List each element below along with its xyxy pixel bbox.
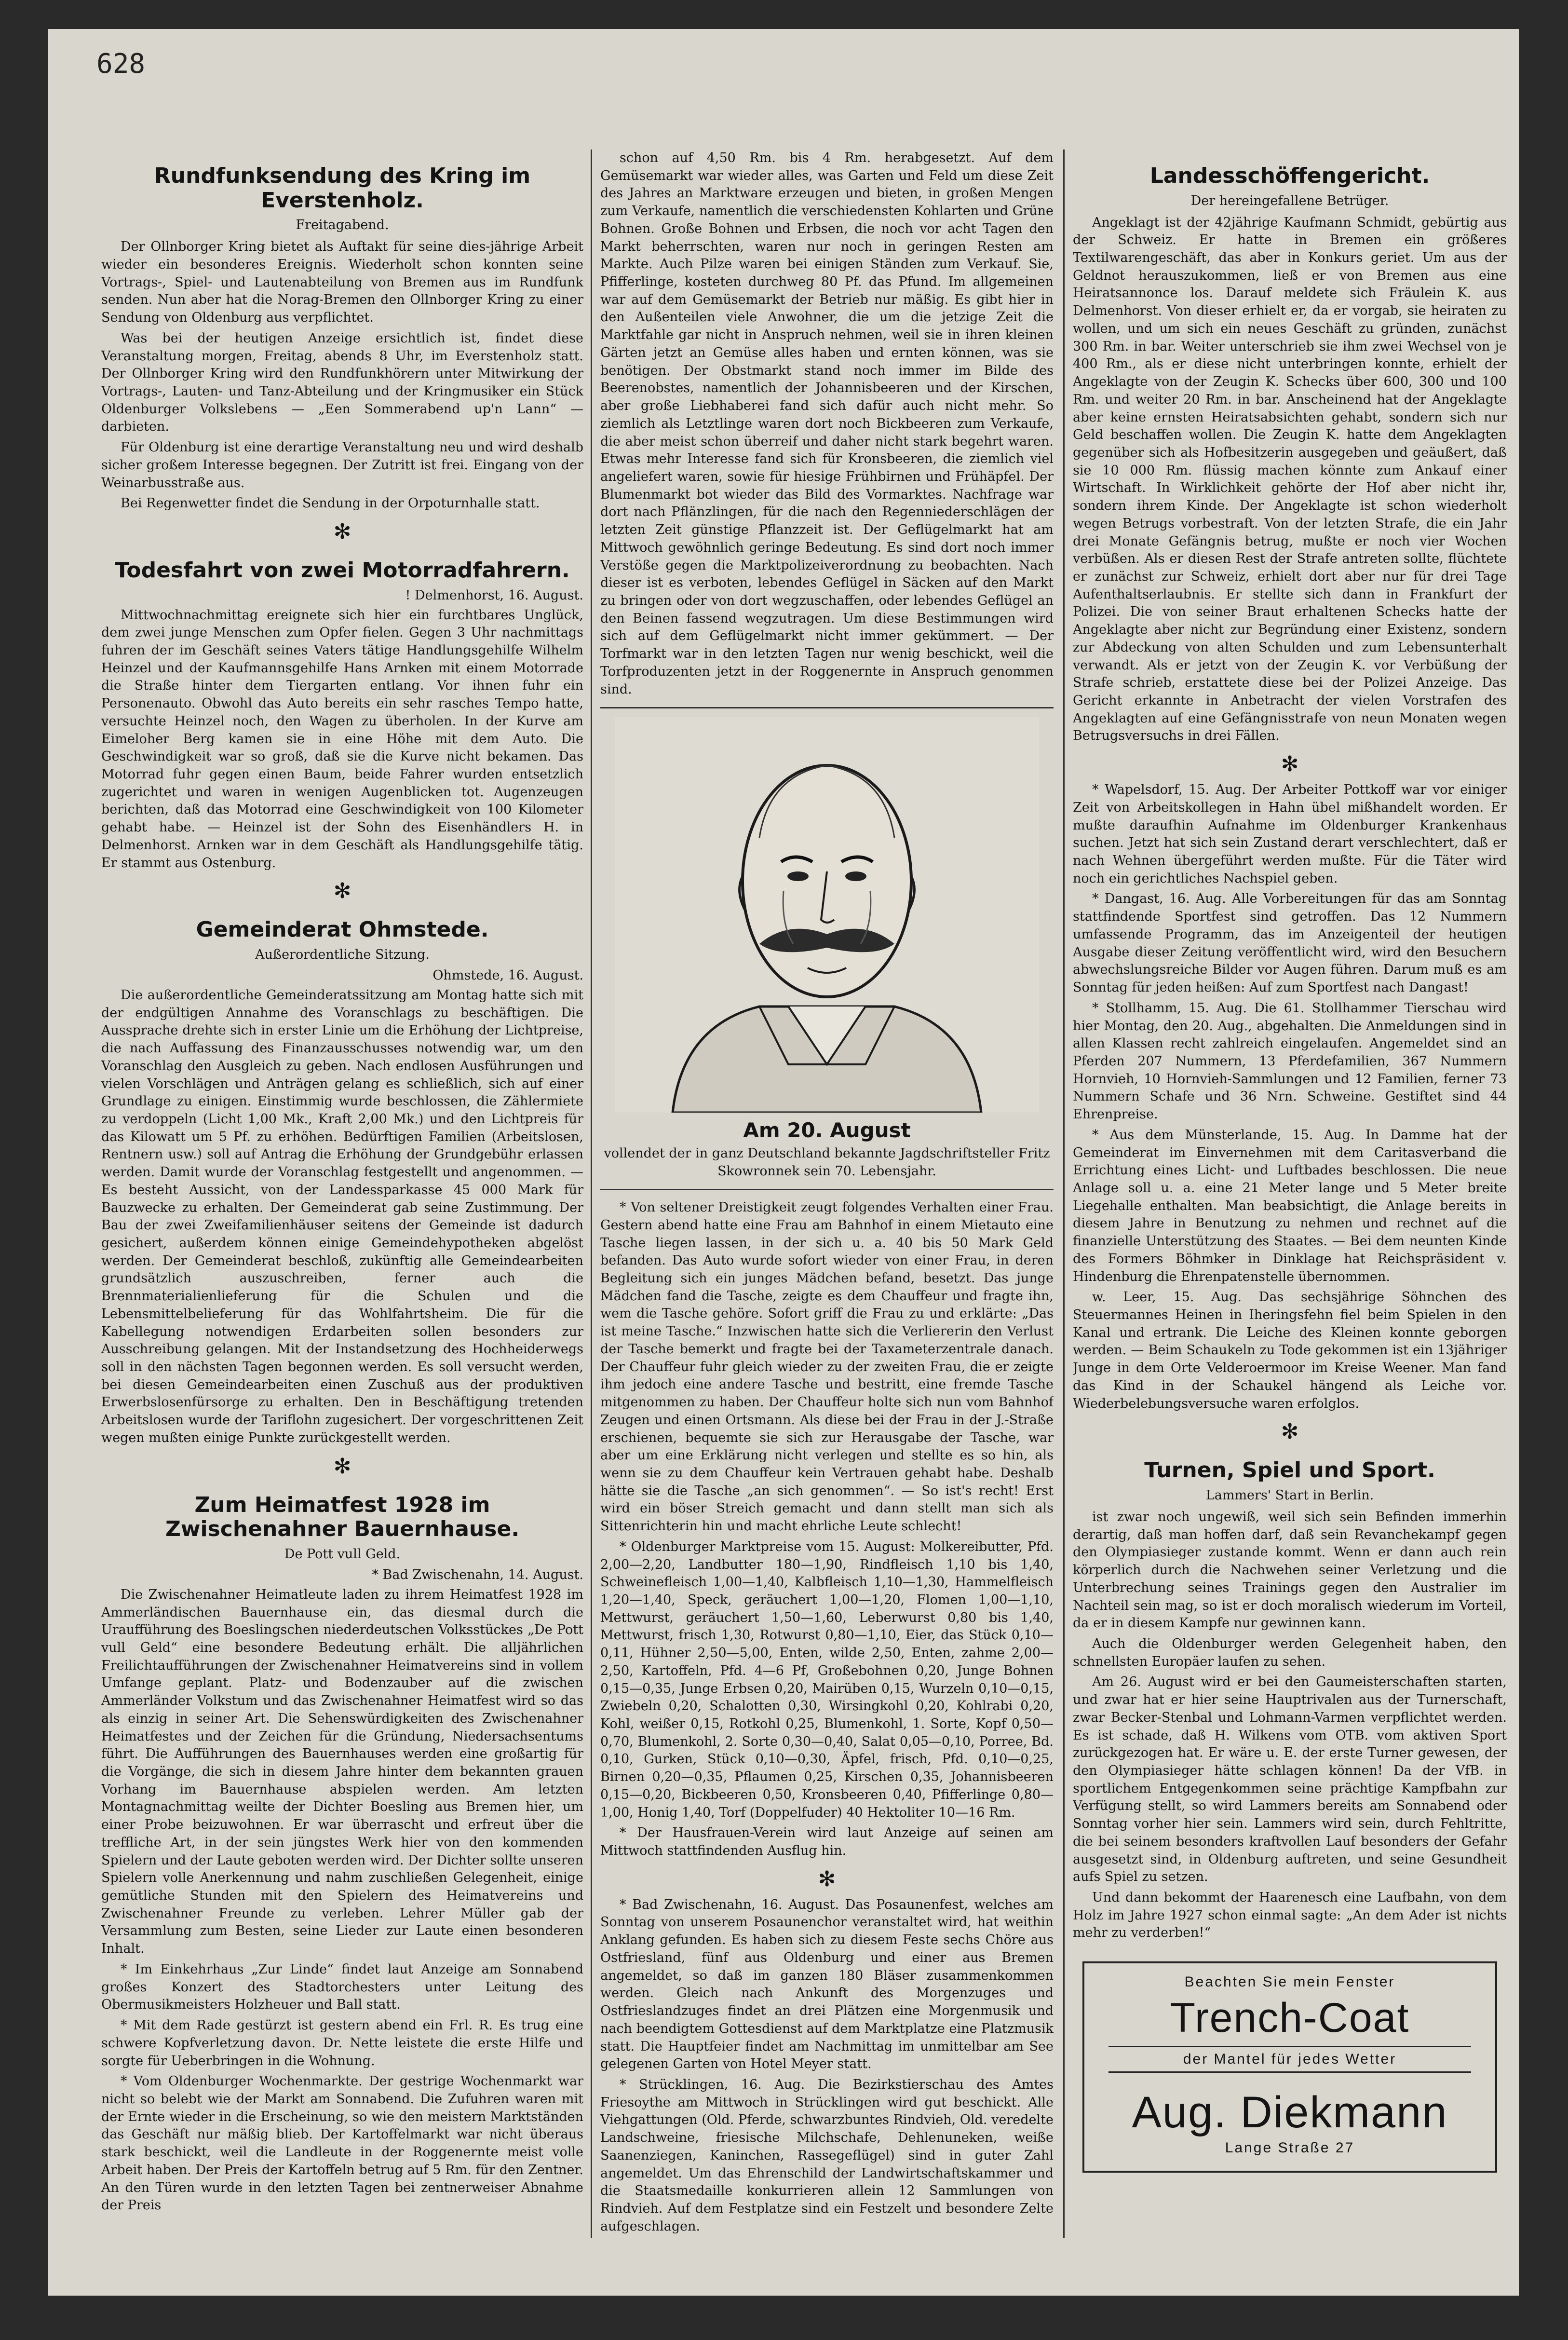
ad-divider <box>1108 2071 1471 2073</box>
column-middle <box>600 150 1054 2267</box>
paragraph: * Von seltener Dreistigkeit zeugt folgendes Verhalten einer Frau. Gestern abend hatte eine Frau am Bahnhof in einem Mietauto eine Tasche liegen lassen, in der sich u. a. 40 bis 50 Mark Geld befanden. Das Auto wurde sofort wieder von einer Frau, in deren Begleitung sich ein junges Mädchen befand, besetzt. Das junge Mädchen fand die Tasche, zeigte es dem Chauffeur und fragte ihn, wem die Tasche gehöre. Sofort griff die Frau zu und erklärte: „Das ist meine Tasche.“ Inzwischen hatte sich die Verliererin den Verlust der Tasche bemerkt und fragte bei der Taxameterzentrale danach. Der Chauffeur fuhr gleich wieder zu der zweiten Frau, die er zeigte ihm jedoch eine andere Tasche und bestritt, eine fremde Tasche mitgenommen zu haben. Der Chauffeur holte sich nun vom Bahnhof Zeugen und einen Ortsmann. Als diese bei der Frau in der J.-Straße erschienen, bequemte sie sich zur Herausgabe der Tasche, war aber um eine Erklärung nicht verlegen und stellte es so hin, als wenn sie zu dem Chauffeur kein Vertrauen gehabt habe. Deshalb hätte sie die Tasche „an sich genommen“. — So ist's recht! Erst wird ein böser Streich gemacht und dann stellt man sich als Sittenrichterin hin und macht ehrliche Leute schlecht! <box>600 1200 1054 1534</box>
paragraph: Am 26. August wird er bei den Gaumeisterschaften starten, und zwar hat er hier seine Hauptrivalen aus der Turnerschaft, zwar Becker-Stenbal und Lohmann-Varmen verpflichtet werden. Es ist schade, daß H. Wilkens vom OTB. vom aktiven Sport zurückgezogen hat. Er wäre u. E. der erste Turner gewesen, der den Olympiasieger hätte schlagen können! Da der VfB. in sportlichem Entgegenkommen seine prächtige Kampfbahn zur Verfügung stellt, so wird Lammers bereits am Sonnabend oder Sonntag vorher hier sein. Lammers wird sein, durch Fehltritte, die bei seinem besonders kraftvollen Lauf besonders der Gefahr ausgesetzt sind, in Oldenburg auftreten, und seine Gesundheit aufs Spiel zu setzen. <box>1073 1674 1507 1885</box>
ad-address: Lange Straße 27 <box>1225 2140 1355 2156</box>
paragraph: Angeklagt ist der 42jährige Kaufmann Schmidt, gebürtig aus der Schweiz. Er hatte in Bremen ein größeres Textilwarengeschäft, das aber in Konkurs geriet. Um aus der Geldnot herauszukommen, ließ er von Bremen aus eine Heiratsannonce los. Darauf meldete sich Fräulein K. aus Delmenhorst. Von dieser erhielt er, da er vorgab, sie heiraten zu wollen, und um sich ein neues Geschäft zu gründen, zunächst 300 Rm. in bar. Weiter unterschrieb sie ihm zwei Wechsel von je 400 Rm., als er diese nicht unterbringen konnte, erhielt der Angeklagte von der Zeugin K. Schecks über 600, 300 und 100 Rm. und weiter 20 Rm. in bar. Anscheinend hat der Angeklagte aber keine ernsten Heiratsabsichten gehabt, sondern sich nur Geld beschaffen wollen. Die Zeugin K. hatte dem Angeklagten gegenüber sich als Hofbesitzerin ausgegeben und geäußert, daß sie 10 000 Rm. flüssig machen könnte zum Ankauf einer Wirtschaft. In Wirklichkeit gehörte der Hof aber nicht ihr, sondern ihrem Kinde. Der Angeklagte ist schon wiederholt wegen Betrugs vorbestraft. Von der letzten Strafe, die ein Jahr drei Monate Gefängnis betrug, mußte er noch vier Wochen verbüßen. Als er diesen Rest der Strafe antreten sollte, flüchtete er zunächst zur Schweiz, erhielt dort aber nur für drei Tage Aufenthaltserlaubnis. Er stellte sich dann in Frankfurt der Polizei. Die von seiner Braut erhaltenen Schecks hatte der Angeklagte aber nicht zur Begründung einer Existenz, sondern zur Abdeckung von alten Schulden und zum Lebensunterhalt verwandt. Als er jetzt von der Zeugin K. vor Verbüßung der Strafe schrieb, erstattete diese bei der Polizei Anzeige. Das Gericht erkannte in Anbetracht der vielen Vorstrafen des Angeklagten auf eine Gefängnisstrafe von neun Monaten wegen Betrugsversuchs in drei Fällen. <box>1073 215 1507 744</box>
ad-divider <box>1108 2046 1471 2047</box>
advertisement <box>1082 1961 1497 2173</box>
paragraph: Bei Regenwetter findet die Sendung in der Orpoturnhalle statt. <box>121 496 540 511</box>
article-title: Rundfunksendung des Kring im Everstenholz. <box>154 163 531 213</box>
divider <box>600 1189 1054 1190</box>
article-title: Todesfahrt von zwei Motorradfahrern. <box>115 558 570 583</box>
paragraph: * Oldenburger Marktpreise vom 15. August: Molkereibutter, Pfd. 2,00—2,20, Landbutter 180—1,90, Rindfleisch 1,10 bis 1,40, Schweinefleisch 1,00—1,40, Kalbfleisch 1,10—1,30, Hammelfleisch 1,20—1,40, Speck, geräuchert 1,00—1,20, Flomen 1,00—1,10, Mettwurst, geräuchert 1,50—1,60, Leberwurst 0,80 bis 1,40, Mettwurst, frisch 1,30, Rotwurst 0,80—1,10, Eier, das Stück 0,10—0,11, Hühner 2,50—5,00, Enten, wilde 2,50, Enten, zahme 2,00—2,50, Kartoffeln, Pfd. 4—6 Pf, Großebohnen 0,20, Junge Bohnen 0,15—0,35, Junge Erbsen 0,20, Mairüben 0,15, Wurzeln 0,10—0,15, Zwiebeln 0,20, Schalotten 0,30, Wirsingkohl 0,20, Kohlrabi 0,20, Kohl, weißer 0,15, Rotkohl 0,25, Blumenkohl, 1. Sorte, Kopf 0,50—0,70, Blumenkohl, 2. Sorte 0,30—0,40, Salat 0,05—0,10, Porree, Bd. 0,10, Gurken, Stück 0,10—0,30, Äpfel, frisch, Pfd. 0,10—0,25, Birnen 0,20—0,35, Pflaumen 0,25, Kirschen 0,35, Johannisbeeren 0,15—0,20, Bickbeeren 0,50, Kronsbeeren 0,40, Pfifferlinge 0,80—1,00, Honig 1,40, Torf (Doppelfuder) 40 Hektoliter 10—16 Rm. <box>600 1539 1054 1820</box>
article-title: Landesschöffengericht. <box>1149 163 1430 188</box>
paragraph: * Mit dem Rade gestürzt ist gestern abend ein Frl. R. Es trug eine schwere Kopfverletzung davon. Dr. Nette leistete die erste Hilfe und sorgte für Ueberbringen in die Wohnung. <box>101 2018 583 2068</box>
paragraph: * Vom Oldenburger Wochenmarkte. Der gestrige Wochenmarkt war nicht so belebt wie der Markt am Sonnabend. Die Zufuhren waren mit der Ernte wieder in die Erscheinung, so wie den meistern Marktständen das Geschäft nur mäßig blieb. Der Kartoffelmarkt war nicht überaus stark beschickt, weil die Landleute in der Roggenernte meist volle Arbeit haben. Der Preis der Kartoffeln betrug auf 5 Rm. für den Zentner. An den Türen wurde in den letzten Tagen bei zentnerweiser Abnahme der Preis <box>101 2074 583 2213</box>
paragraph: * Dangast, 16. Aug. Alle Vorbereitungen für das am Sonntag stattfindende Sportfest sind getroffen. Das 12 Nummern umfassende Programm, das im Anzeigenteil der heutigen Ausgabe dieser Zeitung veröffentlicht wird, wird den Besuchern abwechslungsreiche Bilder vor Augen führen. Darum muß es am Sonntag für jeden heißen: Auf zum Sportfest nach Dangast! <box>1073 891 1507 995</box>
ad-tagline: Beachten Sie mein Fenster <box>1184 1974 1395 1990</box>
dateline: * Bad Zwischenahn, 14. August. <box>372 1567 583 1582</box>
paragraph: Auch die Oldenburger werden Gelegenheit haben, den schnellsten Europäer laufen zu sehen. <box>1073 1636 1507 1669</box>
paragraph: ist zwar noch ungewiß, weil sich sein Befinden immerhin derartig, daß man hoffen darf, daß sein Revanchekampf gegen den Olympiasieger zustande kommt. Wenn er dann auch rein körperlich durch die Nachwehen seiner Verletzung und die Unterbrechung seines Trainings gegen den Australier im Nachteil sein mag, so ist er doch moralisch wiederum im Vorteil, da er in diesem Kampfe nur gewinnen kann. <box>1073 1509 1507 1631</box>
paragraph: Die Zwischenahner Heimatleute laden zu ihrem Heimatfest 1928 im Ammerländischen Bauernhause ein, das diesmal durch die Uraufführung des Boeslingschen niederdeutschen Volksstückes „De Pott vull Geld“ eine besondere Bedeutung erhält. Die alljährlichen Freilichtaufführungen der Zwischenahner Heimatvereins sind in vollem Umfange geplant. Platz- und Bodenzauber auf die zwischen Ammerländer Volkstum und das Zwischenahner Heimatfest wird so das als einzig in seiner Art. Die Sehenswürdigkeiten des Zwischenahner Heimatfestes und der Zeichen für die Gründung, Niedersachsentums führt. Die Aufführungen des Bauernhauses werden eine großartig für die Vorgänge, die sich in diesem Jahre hinter dem bekannten grauen Vorhang im Bauernhause abspielen werden. Am letzten Montagnachmittag weilte der Dichter Boesling aus Bremen hier, um einer Probe beizuwohnen. Er war überrascht und erfreut über die treffliche Art, in der sein jüngstes Werk hier von den kommenden Spielern und der Laute geboten werden wird. Der Dichter sollte unseren Spielern volle Anerkennung und nahm zuschließen Gelegenheit, einige gemütliche Stunden mit den Spielern des Heimatvereins und Zwischenahner Freunde zu verleben. Lehrer Müller gab der Versammlung zum Besten, seine Lieder zur Laute einen besonderen Inhalt. <box>101 1587 583 1957</box>
caption-title: Am 20. August <box>743 1118 911 1143</box>
article-title: Turnen, Spiel und Sport. <box>1144 1458 1435 1483</box>
ad-company: Aug. Diekmann <box>1132 2088 1448 2137</box>
paragraph: Was bei der heutigen Anzeige ersichtlich ist, findet diese Veranstaltung morgen, Freitag, abends 8 Uhr, im Everstenholz statt. Der Ollnborger Kring wird den Rundfunkhörern unter Mitwirkung der Vortrags-, Lauten- und Tanz-Abteilung und der Kringmusiker ein Stück Oldenburger Volkslebens — „Een Sommerabend up'n Lann“ — darbieten. <box>101 330 583 435</box>
paragraph: * Der Hausfrauen-Verein wird laut Anzeige auf seinen am Mittwoch stattfindenden Ausflug hin. <box>600 1825 1054 1859</box>
article-subtitle: Außerordentliche Sitzung. <box>255 947 430 962</box>
paragraph: * Bad Zwischenahn, 16. August. Das Posaunenfest, welches am Sonntag von unserem Posaunenchor veranstaltet wird, hat weithin Anklang gefunden. Es haben sich zu diesem Feste sechs Chöre aus Ostfriesland, fünf aus Oldenburg und einer aus Bremen angemeldet, so daß im ganzen 180 Bläser zusammenkommen werden. Gleich nach Ankunft des Morgenzuges und Ostfrieslandzuges findet an drei Plätzen eine Morgenmusik und nach beendigtem Gottesdienst auf dem Marktplatze eine Platzmusik statt. Die Hauptfeier findet am Nachmittag im unmittelbar am See gelegenen Garten von Hotel Meyer statt. <box>600 1897 1054 2072</box>
paragraph: * Aus dem Münsterlande, 15. Aug. In Damme hat der Gemeinderat im Einvernehmen mit dem Caritasverband die Errichtung eines Licht- und Luftbades beschlossen. Die neue Anlage soll u. a. eine 21 Meter lange und 5 Meter breite Liegehalle enthalten. Man beabsichtigt, die Anlage bereits in diesem Jahre in Benutzung zu nehmen und rechnet auf die finanzielle Unterstützung des Staates. — Bei dem neunten Kinde des Formers Böhmker in Dinklage hat Reichspräsident v. Hindenburg die Ehrenpatenstelle übernommen. <box>1073 1127 1507 1284</box>
column-left <box>101 150 583 2267</box>
article-subtitle: De Pott vull Geld. <box>284 1546 401 1562</box>
paragraph: Für Oldenburg ist eine derartige Veranstaltung neu und wird deshalb sicher großem Interesse begegnen. Der Zutritt ist frei. Eingang von der Weinarbusstraße aus. <box>101 440 583 490</box>
dateline: Ohmstede, 16. August. <box>433 967 583 983</box>
paragraph: Mittwochnachmittag ereignete sich hier ein furchtbares Unglück, dem zwei junge Menschen zum Opfer fielen. Gegen 3 Uhr nachmittags fuhren der im Geschäft seines Vaters tätige Handlungsgehilfe Wilhelm Heinzel und der Kaufmannsgehilfe Hans Arnken mit einem Motorrade die Straße hinter dem Tiergarten entlang. Vor ihnen fuhr ein Personenauto. Obwohl das Auto bereits ein sehr rasches Tempo hatte, versuchte Heinzel noch, den Wagen zu überholen. In der Kurve am Eimeloher Berg kamen sie in eine Höhe mit dem Auto. Die Geschwindigkeit war so groß, daß sie die Kurve nicht bekamen. Das Motorrad fuhr gegen einen Baum, beide Fahrer wurden entsetzlich zugerichtet und waren in wenigen Augenblicken tot. Augenzeugen berichten, daß das Motorrad eine Geschwindigkeit von 100 Kilometer gehabt habe. — Heinzel ist der Sohn des Eisenhändlers H. in Delmenhorst. Arnken war in dem Geschäft als Handlungsgehilfe tätig. Er stammt aus Ostenburg. <box>101 607 583 871</box>
ad-product: Trench-Coat <box>1170 1995 1410 2041</box>
paragraph: Die außerordentliche Gemeinderatssitzung am Montag hatte sich mit der endgültigen Annahme des Voranschlags zu beschäftigen. Die Aussprache drehte sich in erster Linie um die Erhöhung der Lichtpreise, die nach Auffassung des Finanzausschusses notwendig war, um den Voranschlag den Ausgleich zu geben. Nach endlosen Ausführungen und vielen Vorschlägen und Anträgen gelang es schließlich, sich auf einer Grundlage zu einigen. Einstimmig wurde beschlossen, die Zählermiete zu verdoppeln (Licht 1,00 Mk., Kraft 2,00 Mk.) und den Lichtpreis für das Kilowatt um 5 Pf. zu erhöhen. Bedürftigen Familien (Arbeitslosen, Rentnern usw.) soll auf Antrag die Erhöhung der Grundgebühr erlassen werden. Damit wurde der Voranschlag festgestellt und angenommen. — Es besteht Aussicht, von der Landessparkasse 45 000 Mark für Bauzwecke zu erhalten. Der Gemeinderat gab seine Zustimmung. Der Bau der zwei Zweifamilienhäuser seitens der Gemeinde ist dadurch gesichert, außerdem können einige Gemeindehypotheken abgelöst werden. Der Gemeinderat beschloß, zukünftig alle Gemeindearbeiten grundsätzlich auszuschreiben, ferner auch die Brennmaterialienlieferung für die Schulen und die Lebensmittelbelieferung für das Wohlfahrtsheim. Die für die Kabellegung notwendigen Erdarbeiten sollen besonders zur Ausschreibung gelangen. Mit der Instandsetzung des Hochheiderwegs soll in den nächsten Tagen begonnen werden. Es soll versucht werden, bei diesen Gemeindearbeiten einen Zuschuß aus der produktiven Erwerbslosenfürsorge zu erhalten. Den in Beschäftigung tretenden Arbeitslosen wurde der Tariflohn zugesichert. Der vorgeschrittenen Zeit wegen mußten einige Punkte zurückgestellt werden. <box>101 987 583 1445</box>
section-divider-star: ✻ <box>333 1454 351 1479</box>
paragraph: schon auf 4,50 Rm. bis 4 Rm. herabgesetzt. Auf dem Gemüsemarkt war wieder alles, was Garten und Feld um diese Zeit des Jahres an Marktware erzeugen und bieten, in großen Mengen zum Verkaufe, namentlich die verschiedensten Kohlarten und Grüne Bohnen. Große Bohnen und Erbsen, die noch vor acht Tagen den Markt beherrschten, waren nur noch in geringen Resten am Markte. Auch Pilze waren bei einigen Ständen zum Verkauf. Sie, Pfifferlinge, kosteten durchweg 80 Pf. das Pfund. Im allgemeinen war auf dem Gemüsemarkt der Betrieb nur mäßig. Es gibt hier in den Außenteilen viele Anwohner, die um die jetzige Zeit die Marktfahle gar nicht in Anspruch nehmen, weil sie in ihren kleinen Gärten jetzt an Gemüse alles haben und ernten können, was sie benötigen. Der Obstmarkt stand noch immer im Bilde des Beerenobstes, namentlich der Johannisbeeren und der Kirschen, aber große Liebhaberei fand sich dafür auch nicht mehr. So ziemlich als Letztlinge waren dort noch Bickbeeren zum Verkaufe, die aber meist schon überreif und daher nicht stark begehrt waren. Etwas mehr Interesse fand sich für Kronsbeeren, die ziemlich viel angeliefert waren, sowie für hiesige Frühbirnen und Frühäpfel. Der Blumenmarkt bot wieder das Bild des Vormarktes. Nachfrage war dort nach Pflänzlingen, für die nach den Regenniederschlägen der letzten Zeit günstige Pflanzzeit ist. Der Geflügelmarkt hat am Mittwoch gewöhnlich geringe Bedeutung. Es sind dort noch immer Verstöße gegen die Marktpolizeiverordnung zu beobachten. Nach dieser ist es verboten, lebendes Geflügel in Säcken auf den Markt zu bringen oder von dort wegzuschaffen, oder lebendes Geflügel an den Beinen fassend wegzutragen. Um diese Bestimmungen wird sich auf dem Geflügelmarkt nicht immer gekümmert. — Der Torfmarkt war in den letzten Tagen nur wenig beschickt, weil die Torfproduzenten jetzt in der Roggenernte in Anspruch genommen sind. <box>600 150 1054 697</box>
portrait-drawing <box>615 717 1039 1113</box>
article-title: Gemeinderat Ohmstede. <box>196 917 489 942</box>
paragraph: Und dann bekommt der Haarenesch eine Laufbahn, von dem Holz im Jahre 1927 schon einmal sagte: „An dem Ader ist nichts mehr zu verderben!“ <box>1073 1890 1507 1941</box>
article-subtitle: Der hereingefallene Betrüger. <box>1190 193 1389 208</box>
dateline: ! Delmenhorst, 16. August. <box>405 587 583 603</box>
paragraph: * Strücklingen, 16. Aug. Die Bezirkstierschau des Amtes Friesoythe am Mittwoch in Strücklingen wird gut beschickt. Alle Viehgattungen (Old. Pferde, schwarzbuntes Rindvieh, Old. veredelte Landschweine, friesische Milchschafe, Dehlenuneken, weiße Saanenziegen, Kaninchen, Rassegeflügel) sind in guter Zahl angemeldet. Um das Ehrenschild der Landwirtschaftskammer und die Staatsmedaille konkurrieren allein 12 Sammlungen von Rindvieh. Auf dem Festplatze sind ein Festzelt und besondere Zelte aufgeschlagen. <box>600 2077 1054 2234</box>
paragraph: * Im Einkehrhaus „Zur Linde“ findet laut Anzeige am Sonnabend großes Konzert des Stadtorchesters unter Leitung des Obermusikmeisters Holzheuer und Ball statt. <box>101 1961 583 2013</box>
caption-text: vollendet der in ganz Deutschland bekannte Jagdschriftsteller Fritz Skowronnek sein 70. Lebensjahr. <box>604 1146 1050 1179</box>
article-subtitle: Freitagabend. <box>296 218 389 233</box>
section-divider-star: ✻ <box>333 519 351 544</box>
divider <box>600 707 1054 708</box>
section-divider-star: ✻ <box>1281 752 1299 777</box>
article-subtitle: Lammers' Start in Berlin. <box>1205 1487 1374 1503</box>
paragraph: * Wapelsdorf, 15. Aug. Der Arbeiter Pottkoff war vor einiger Zeit von Arbeitskollegen in Hahn übel mißhandelt worden. Er mußte daraufhin Aufnahme im Oldenburger Krankenhaus suchen. Jetzt hat sich sein Zustand derart verschlechtert, daß er nach Wehnen übergeführt werden mußte. Für die Täter wird noch ein gerichtliches Nachspiel geben. <box>1073 782 1507 886</box>
portrait-illustration <box>615 717 1039 1113</box>
article-title: Zum Heimatfest 1928 im Zwischenahner Bauernhause. <box>165 1492 520 1542</box>
paragraph: * Stollhamm, 15. Aug. Die 61. Stollhammer Tierschau wird hier Montag, den 20. Aug., abgehalten. Die Anmeldungen sind in allen Klassen recht zahlreich eingelaufen. Angemeldet sind an Pferden 207 Nummern, 13 Pferdefamilien, 367 Nummern Hornvieh, 10 Hornvieh-Sammlungen und 12 Familien, ferner 73 Nummern Schafe und 36 Nrn. Schweine. Gestiftet sind 44 Ehrenpreise. <box>1073 1000 1507 1122</box>
page-number: 628 <box>96 48 146 80</box>
section-divider-star: ✻ <box>818 1866 836 1891</box>
column-rule <box>1063 150 1065 2238</box>
column-right <box>1073 150 1507 2267</box>
paragraph: w. Leer, 15. Aug. Das sechsjährige Söhnchen des Steuermannes Heinen in Iheringsfehn fiel beim Spielen in den Kanal und ertrank. Die Leiche des Kleinen konnte geborgen werden. — Beim Schaukeln zu Tode gekommen ist ein 13jähriger Junge in dem Orte Velderoermoor im Kreise Weener. Man fand das Kind in der Schaukel hängend als Leiche vor. Wiederbelebungsversuche waren erfolglos. <box>1073 1290 1507 1411</box>
column-rule <box>591 150 592 2238</box>
ad-slogan: der Mantel für jedes Wetter <box>1183 2051 1397 2068</box>
paragraph: Der Ollnborger Kring bietet als Auftakt für seine dies-jährige Arbeit wieder ein besonderes Ereignis. Wiederholt schon konnten seine Vortrags-, Spiel- und Lautenabteilung von Bremen aus im Rundfunk senden. Nun aber hat die Norag-Bremen den Ollnborger Kring zu einer Sendung von Oldenburg aus verpflichtet. <box>101 239 583 326</box>
section-divider-star: ✻ <box>333 879 351 904</box>
newspaper-page <box>48 29 1519 2296</box>
section-divider-star: ✻ <box>1281 1419 1299 1444</box>
